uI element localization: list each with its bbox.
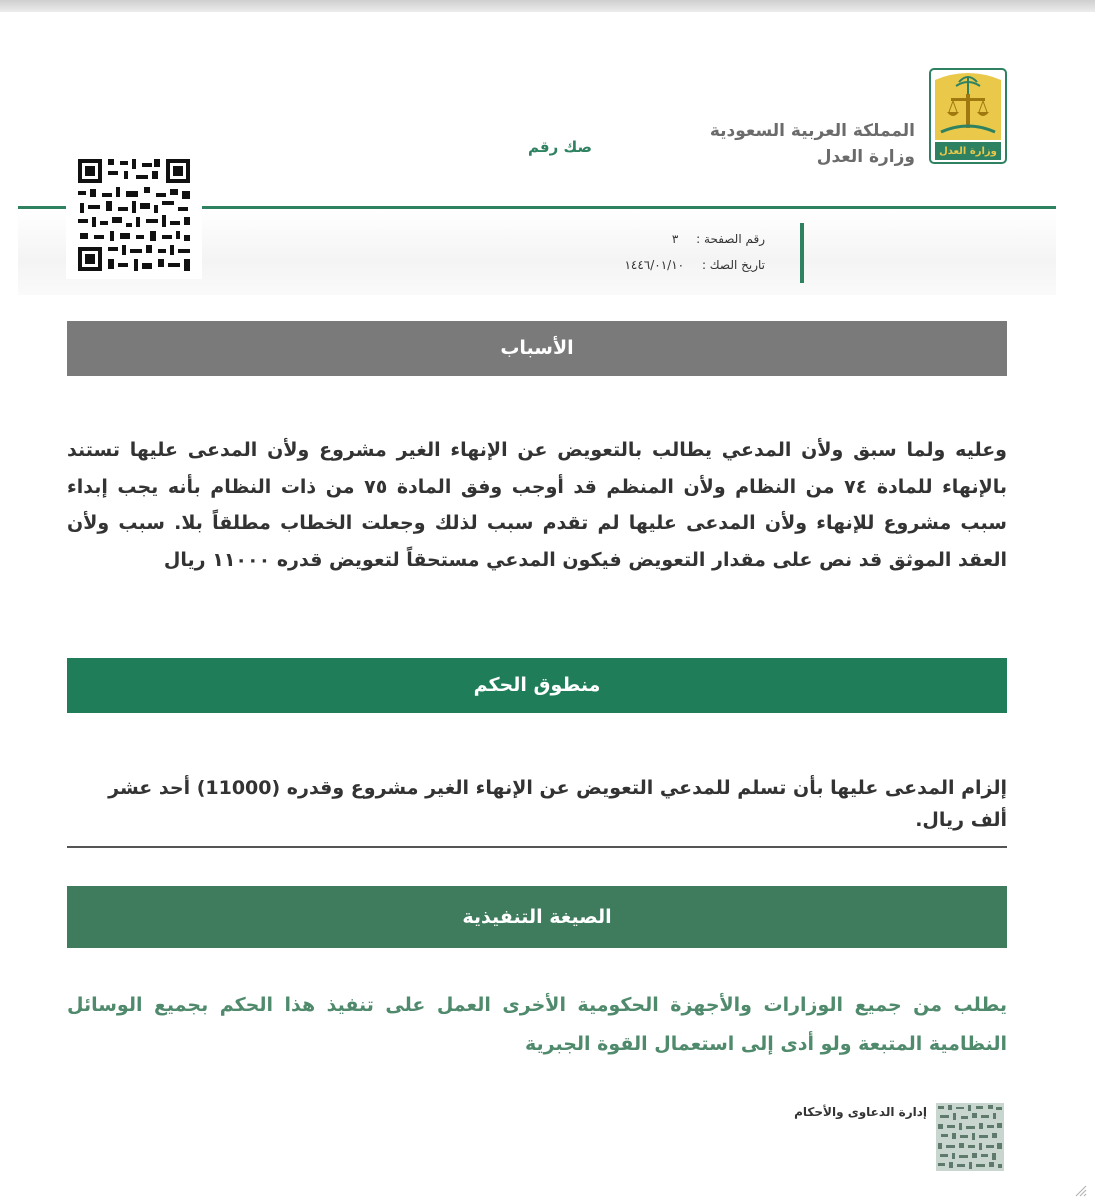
verification-code-icon[interactable] [936, 1103, 1004, 1171]
ruling-heading: منطوق الحكم [67, 658, 1007, 713]
deed-date-label: تاريخ الصك : [701, 258, 765, 272]
department-name: إدارة الدعاوى والأحكام [794, 1105, 927, 1119]
deed-date-value: ١٤٤٦/٠١/١٠ [624, 258, 685, 272]
page-number-value: ٣ [671, 232, 679, 246]
qr-code-icon[interactable] [66, 153, 202, 279]
section-divider [67, 846, 1007, 848]
execution-heading: الصيغة التنفيذية [67, 886, 1007, 948]
reasons-heading: الأسباب [67, 321, 1007, 376]
page-number-label: رقم الصفحة : [696, 232, 765, 246]
page-corner-icon [1074, 1184, 1088, 1198]
info-accent-bar [800, 223, 804, 283]
document-header [0, 0, 1095, 300]
issuer-block [710, 118, 915, 170]
deed-number-label: صك رقم [528, 138, 592, 156]
page-number-row [672, 232, 765, 246]
ministry-name: وزارة العدل [816, 147, 915, 167]
kingdom-name: المملكة العربية السعودية [709, 121, 915, 141]
emblem-caption: وزارة العدل [939, 146, 997, 157]
reasons-text: وعليه ولما سبق ولأن المدعي يطالب بالتعويض عن الإنهاء الغير مشروع ولأن المدعى عليها تستند بالإنهاء للمادة ٧٤ من النظام ولأن المنظم قد أوجب وفق المادة ٧٥ من ذات النظام بأنه يجب إبداء سبب مشروع للإنهاء ولأن المدعى عليها لم تقدم سبب لذلك وجعلت الخطاب مطلقاً بلا. سبب ولأن العقد الموثق قد نص على مقدار التعويض فيكون المدعي مستحقاً لتعويض قدره ١١٠٠٠ ريال [67, 439, 1008, 571]
deed-date-row [624, 258, 765, 272]
execution-text: يطلب من جميع الوزارات والأجهزة الحكومية الأخرى العمل على تنفيذ هذا الحكم بجميع الوسائل النظامية المتبعة ولو أدى إلى استعمال القوة الجبرية [67, 994, 1007, 1055]
ruling-text: إلزام المدعى عليها بأن تسلم للمدعي التعويض عن الإنهاء الغير مشروع وقدره (11000) أحد عشر ألف ريال. [108, 777, 1007, 831]
